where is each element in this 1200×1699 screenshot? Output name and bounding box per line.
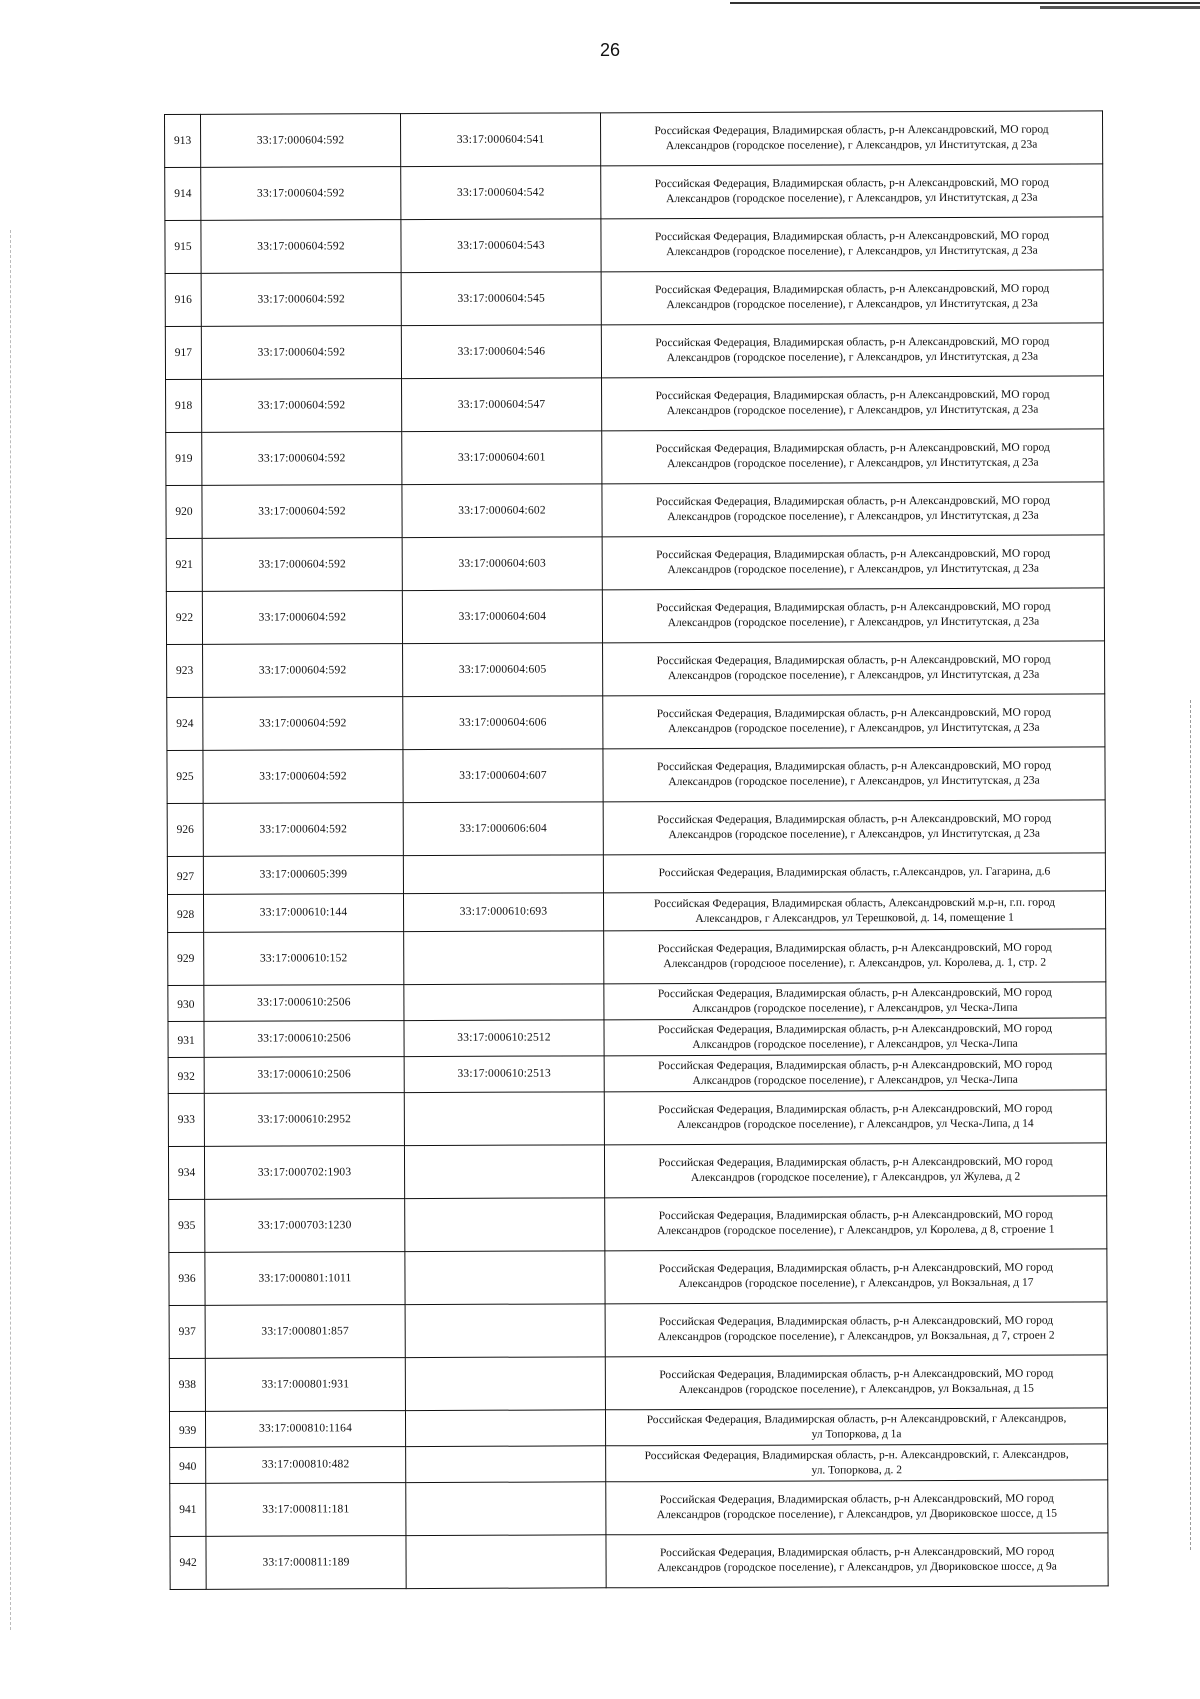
row-number: 941 — [170, 1483, 206, 1536]
related-cadastral-number: 33:17:000610:2513 — [404, 1056, 604, 1093]
address-cell — [605, 1355, 1107, 1410]
related-cadastral-number: 33:17:000610:693 — [403, 893, 603, 932]
address-cell — [606, 1533, 1108, 1588]
related-cadastral-number: 33:17:000604:604 — [402, 590, 602, 644]
table-row — [167, 694, 1105, 751]
related-cadastral-number — [405, 1410, 605, 1447]
address-line: Алксандров (городское поселение), г Александров, ул Ческа-Липа — [692, 1037, 1018, 1051]
address-line: Российская Федерация, Владимирская область, р-н Александровский, МО город — [655, 282, 1050, 297]
table-row — [169, 1408, 1107, 1448]
address-line: Российская Федерация, Владимирская область, р-н. Александровский, г. Александров, — [644, 1448, 1069, 1462]
address-line: Российская Федерация, Владимирская область, р-н Александровский, МО город — [656, 759, 1052, 774]
address-cell — [603, 747, 1105, 802]
scan-margin-line — [10, 230, 11, 1630]
row-number: 937 — [169, 1305, 205, 1358]
scan-margin-line — [1190, 700, 1191, 1550]
related-cadastral-number — [406, 1482, 606, 1536]
address-line: Российская Федерация, Владимирская область, р-н Александровский, МО город — [655, 335, 1050, 350]
cadastral-number: 33:17:000610:2952 — [204, 1093, 404, 1147]
row-number: 927 — [167, 856, 203, 894]
address-cell — [602, 429, 1104, 484]
cadastral-number: 33:17:000604:592 — [202, 432, 402, 486]
table-row — [165, 217, 1103, 274]
row-number: 929 — [168, 932, 204, 985]
row-number: 936 — [169, 1252, 205, 1305]
address-cell — [604, 1143, 1106, 1198]
address-cell — [602, 482, 1104, 537]
address-cell — [601, 164, 1103, 219]
address-cell — [602, 588, 1104, 643]
cadastral-number: 33:17:000605:399 — [203, 856, 403, 895]
row-number: 922 — [166, 591, 202, 644]
cadastral-number: 33:17:000604:592 — [201, 114, 401, 168]
related-cadastral-number: 33:17:000604:543 — [401, 219, 601, 273]
address-line: Российская Федерация, Владимирская область, р-н Александровский, МО город — [656, 653, 1051, 668]
table-row — [169, 1249, 1107, 1306]
address-line: Александров (городское поселение), г Александров, ул Институтская, д 23а — [666, 350, 1039, 365]
cadastral-number: 33:17:000604:592 — [201, 326, 401, 380]
cadastral-number: 33:17:000610:2506 — [204, 985, 404, 1022]
cadastral-number: 33:17:000810:1164 — [205, 1411, 405, 1448]
related-cadastral-number: 33:17:000604:542 — [401, 166, 601, 220]
cadastral-number: 33:17:000604:592 — [203, 644, 403, 698]
cadastral-number: 33:17:000801:931 — [205, 1358, 405, 1412]
row-number: 930 — [168, 985, 204, 1021]
related-cadastral-number: 33:17:000604:545 — [401, 272, 601, 326]
cadastral-number: 33:17:000604:592 — [203, 803, 403, 857]
address-line: Александров (городское поселение), г Александров, ул Институтская, д 23а — [667, 668, 1040, 683]
address-line: Александров (городское поселение), г Александров, ул Двориковское шоссе, д 9а — [657, 1560, 1057, 1575]
row-number: 917 — [165, 326, 201, 379]
table-row — [167, 800, 1105, 857]
table-row — [169, 1355, 1107, 1412]
related-cadastral-number — [406, 1535, 606, 1589]
address-line: Александров (городское поселение), г Александров, ул Институтская, д 23а — [666, 403, 1039, 418]
row-number: 928 — [167, 894, 203, 932]
table-row — [170, 1444, 1108, 1484]
address-cell — [606, 1444, 1108, 1482]
address-line: Александров (городское поселение), г Александров, ул Институтская, д 23а — [667, 615, 1040, 630]
address-cell — [601, 217, 1103, 272]
cadastral-number: 33:17:000604:592 — [202, 379, 402, 433]
address-line: Александров (городское поселение), г Александров, ул Институтская, д 23а — [666, 244, 1038, 259]
address-line: Александров (городское поселение), г Александров, ул Институтская, д 23а — [665, 138, 1038, 153]
address-line: Российская Федерация, Владимирская область, р-н Александровский, МО город — [656, 600, 1051, 615]
address-cell — [605, 1302, 1107, 1357]
cadastral-number: 33:17:000811:181 — [206, 1483, 406, 1537]
related-cadastral-number: 33:17:000606:604 — [403, 802, 603, 856]
table-row — [168, 1090, 1106, 1147]
related-cadastral-number — [403, 855, 603, 894]
table-row — [165, 111, 1103, 168]
table-row — [167, 641, 1105, 698]
cadastral-number: 33:17:000604:592 — [201, 167, 401, 221]
table-row — [166, 535, 1104, 592]
address-line: Российская Федерация, Владимирская область, р-н Александровский, МО город — [657, 1022, 1053, 1036]
table-row — [169, 1302, 1107, 1359]
cadastral-number: 33:17:000610:2506 — [204, 1057, 404, 1094]
cadastral-number: 33:17:000604:592 — [202, 485, 402, 539]
address-line: Александров (городское поселение), г Александров, ул Институтская, д 23а — [667, 562, 1039, 577]
cadastral-table — [164, 110, 1109, 1590]
address-line: Российская Федерация, Владимирская область, р-н Александровский, МО город — [654, 123, 1049, 138]
related-cadastral-number — [405, 1357, 605, 1411]
related-cadastral-number: 33:17:000604:606 — [403, 696, 603, 750]
related-cadastral-number: 33:17:000604:541 — [401, 113, 601, 167]
row-number: 921 — [166, 538, 202, 591]
table-row — [170, 1480, 1108, 1537]
address-line: Александров (городское поселение), г Александров, ул Институтская, д 23а — [668, 774, 1040, 789]
row-number: 913 — [165, 114, 201, 167]
row-number: 924 — [167, 697, 203, 750]
table-row — [167, 853, 1105, 895]
address-line: Российская Федерация, Владимирская область, р-н Александровский, МО город — [658, 1058, 1053, 1072]
cadastral-number: 33:17:000604:592 — [203, 750, 403, 804]
cadastral-number: 33:17:000610:2506 — [204, 1021, 404, 1058]
row-number: 920 — [166, 485, 202, 538]
address-line: ул. Топоркова, д. 2 — [811, 1463, 902, 1477]
address-line: Александров (городское поселение), г Александров, ул Жулева, д 2 — [690, 1170, 1021, 1184]
table-row — [165, 164, 1103, 221]
address-line: Российская Федерация, Владимирская область, Александровский м.р-н, г.п. город — [654, 896, 1056, 910]
row-number: 938 — [169, 1358, 205, 1411]
cadastral-number: 33:17:000610:144 — [203, 894, 403, 933]
cadastral-number: 33:17:000810:482 — [206, 1447, 406, 1484]
cadastral-number: 33:17:000604:592 — [202, 538, 402, 592]
related-cadastral-number: 33:17:000604:605 — [403, 643, 603, 697]
address-line: Российская Федерация, Владимирская область, р-н Александровский, МО город — [654, 229, 1050, 244]
scan-edge-line — [730, 2, 1200, 4]
related-cadastral-number: 33:17:000604:547 — [402, 378, 602, 432]
page-number: 26 — [599, 40, 621, 60]
row-number: 932 — [168, 1057, 204, 1093]
address-cell — [606, 1480, 1108, 1535]
cadastral-number: 33:17:000703:1230 — [205, 1199, 405, 1253]
address-line: Александров (городское поселение), г Александров, ул Вокзальная, д 7, строен 2 — [657, 1329, 1055, 1344]
cadastral-number: 33:17:000604:592 — [203, 697, 403, 751]
address-cell — [603, 853, 1105, 893]
table-body — [165, 111, 1109, 1590]
table-row — [168, 929, 1106, 986]
address-line: Российская Федерация, Владимирская область, р-н Александровский, МО город — [658, 1261, 1053, 1276]
address-line: Российская Федерация, Владимирская область, р-н Александровский, МО город — [657, 986, 1052, 1000]
row-number: 918 — [166, 379, 202, 432]
cadastral-number: 33:17:000610:152 — [204, 932, 404, 986]
address-line: Российская Федерация, Владимирская область, р-н Александровский, г Александров, — [646, 1412, 1067, 1426]
address-line: Российская Федерация, Владимирская область, р-н Александровский, МО город — [658, 1155, 1053, 1170]
table-row — [168, 1143, 1106, 1200]
address-cell — [604, 1054, 1106, 1092]
row-number: 939 — [169, 1411, 205, 1447]
address-line: Александров (городское поселение), г Александров, ул Институтская, д 23а — [666, 297, 1038, 312]
related-cadastral-number — [404, 931, 604, 985]
address-line: Российская Федерация, Владимирская область, р-н Александровский, МО город — [656, 547, 1051, 562]
address-line: Александров (городское поселение), г Александров, ул Институтская, д 23а — [667, 509, 1039, 524]
related-cadastral-number: 33:17:000604:607 — [403, 749, 603, 803]
row-number: 919 — [166, 432, 202, 485]
table-row — [165, 270, 1103, 327]
row-number: 914 — [165, 167, 201, 220]
table-row — [168, 982, 1106, 1022]
address-line: ул Топоркова, д 1а — [811, 1427, 902, 1441]
table-row — [166, 429, 1104, 486]
address-line: Российская Федерация, Владимирская область, г.Александров, ул. Гагарина, д.6 — [658, 865, 1051, 880]
row-number: 931 — [168, 1021, 204, 1057]
cadastral-number: 33:17:000604:592 — [201, 220, 401, 274]
related-cadastral-number — [404, 984, 604, 1021]
address-line: Российская Федерация, Владимирская область, р-н Александровский, МО город — [658, 1102, 1053, 1117]
address-line: Александров (городское поселение), г Александров, ул Королева, д 8, строение 1 — [657, 1223, 1055, 1238]
address-line: Российская Федерация, Владимирская область, р-н Александровский, МО город — [659, 1545, 1055, 1560]
row-number: 933 — [168, 1093, 204, 1146]
row-number: 916 — [165, 273, 201, 326]
table-row — [166, 376, 1104, 433]
related-cadastral-number: 33:17:000604:603 — [402, 537, 602, 591]
row-number: 935 — [169, 1199, 205, 1252]
address-line: Российская Федерация, Владимирская область, р-н Александровский, МО город — [657, 812, 1052, 827]
address-cell — [604, 929, 1106, 984]
address-cell — [605, 1408, 1107, 1446]
address-cell — [601, 270, 1103, 325]
address-line: Александров (городское поселение), г Александров, ул Институтская, д 23а — [668, 827, 1041, 842]
address-line: Александров (городское поселение), г Александров, ул Ческа-Липа, д 14 — [677, 1117, 1034, 1132]
table-row — [167, 891, 1105, 933]
address-line: Российская Федерация, Владимирская область, р-н Александровский, МО город — [655, 494, 1051, 509]
address-cell — [600, 111, 1102, 166]
table-row — [168, 1018, 1106, 1058]
address-line: Российская Федерация, Владимирская область, р-н Александровский, МО город — [654, 176, 1049, 191]
table-row — [166, 588, 1104, 645]
address-line: Алксандров (городское поселение), г Александров, ул Ческа-Липа — [692, 1073, 1018, 1087]
address-cell — [605, 1196, 1107, 1251]
related-cadastral-number — [405, 1304, 605, 1358]
address-cell — [602, 376, 1104, 431]
related-cadastral-number — [405, 1251, 605, 1305]
address-line: Российская Федерация, Владимирская область, р-н Александровский, МО город — [659, 1367, 1054, 1382]
address-line: Российская Федерация, Владимирская область, р-н Александровский, МО город — [655, 441, 1050, 456]
address-line: Российская Федерация, Владимирская область, р-н Александровский, МО город — [655, 388, 1050, 403]
cadastral-number: 33:17:000604:592 — [202, 591, 402, 645]
cadastral-number: 33:17:000811:189 — [206, 1536, 406, 1590]
table-row — [167, 747, 1105, 804]
scan-edge-line — [1040, 6, 1200, 9]
row-number: 926 — [167, 803, 203, 856]
address-line: Российская Федерация, Владимирская область, р-н Александровский, МО город — [659, 1492, 1054, 1507]
address-line: Российская Федерация, Владимирская область, р-н Александровский, МО город — [656, 706, 1051, 721]
row-number: 923 — [167, 644, 203, 697]
address-cell — [602, 535, 1104, 590]
table-row — [165, 323, 1103, 380]
row-number: 940 — [170, 1447, 206, 1483]
address-line: Александров (городское поселение), г Александров, ул Двориковское шоссе, д 15 — [656, 1507, 1057, 1522]
address-cell — [603, 800, 1105, 855]
address-line: Российская Федерация, Владимирская область, р-н Александровский, МО город — [658, 1208, 1053, 1223]
address-line: Александров (городское поселение), г Александров, ул Институтская, д 23а — [667, 456, 1039, 471]
related-cadastral-number: 33:17:000604:602 — [402, 484, 602, 538]
address-line: Александров, г Александров, ул Терешковой, д. 14, помещение 1 — [695, 911, 1014, 925]
cadastral-number: 33:17:000702:1903 — [204, 1146, 404, 1200]
row-number: 925 — [167, 750, 203, 803]
address-cell — [604, 982, 1106, 1020]
address-cell — [603, 694, 1105, 749]
address-cell — [603, 891, 1105, 931]
address-line: Алксандров (городское поселение), г Александров, ул Ческа-Липа — [692, 1001, 1018, 1015]
address-cell — [601, 323, 1103, 378]
row-number: 915 — [165, 220, 201, 273]
cadastral-number: 33:17:000604:592 — [201, 273, 401, 327]
cadastral-number: 33:17:000801:857 — [205, 1305, 405, 1359]
cadastral-number: 33:17:000801:1011 — [205, 1252, 405, 1306]
related-cadastral-number: 33:17:000604:601 — [402, 431, 602, 485]
address-line: Александров (городское поселение), г Александров, ул Вокзальная, д 15 — [678, 1382, 1034, 1397]
table-row — [170, 1533, 1108, 1590]
row-number: 942 — [170, 1536, 206, 1589]
related-cadastral-number: 33:17:000610:2512 — [404, 1020, 604, 1057]
table-row — [169, 1196, 1107, 1253]
related-cadastral-number — [404, 1145, 604, 1199]
address-line: Александров (городское поселение), г Александров, ул Институтская, д 23а — [668, 721, 1040, 736]
address-line: Александров (городское поселение), г Александров, ул Институтская, д 23а — [666, 191, 1038, 206]
address-cell — [605, 1249, 1107, 1304]
address-cell — [603, 641, 1105, 696]
related-cadastral-number — [406, 1446, 606, 1483]
address-cell — [604, 1090, 1106, 1145]
address-line: Российская Федерация, Владимирская область, р-н Александровский, МО город — [657, 941, 1052, 956]
table-row — [166, 482, 1104, 539]
row-number: 934 — [168, 1146, 204, 1199]
related-cadastral-number — [404, 1092, 604, 1146]
table-row — [168, 1054, 1106, 1094]
address-line: Российская Федерация, Владимирская область, р-н Александровский, МО город — [659, 1314, 1054, 1329]
related-cadastral-number — [405, 1198, 605, 1252]
address-line: Александров (городское поселение), г Александров, ул Вокзальная, д 17 — [678, 1276, 1034, 1291]
related-cadastral-number: 33:17:000604:546 — [401, 325, 601, 379]
address-cell — [604, 1018, 1106, 1056]
address-line: Александров (городсюое поселение), г. Александров, ул. Королева, д. 1, стр. 2 — [663, 956, 1047, 971]
